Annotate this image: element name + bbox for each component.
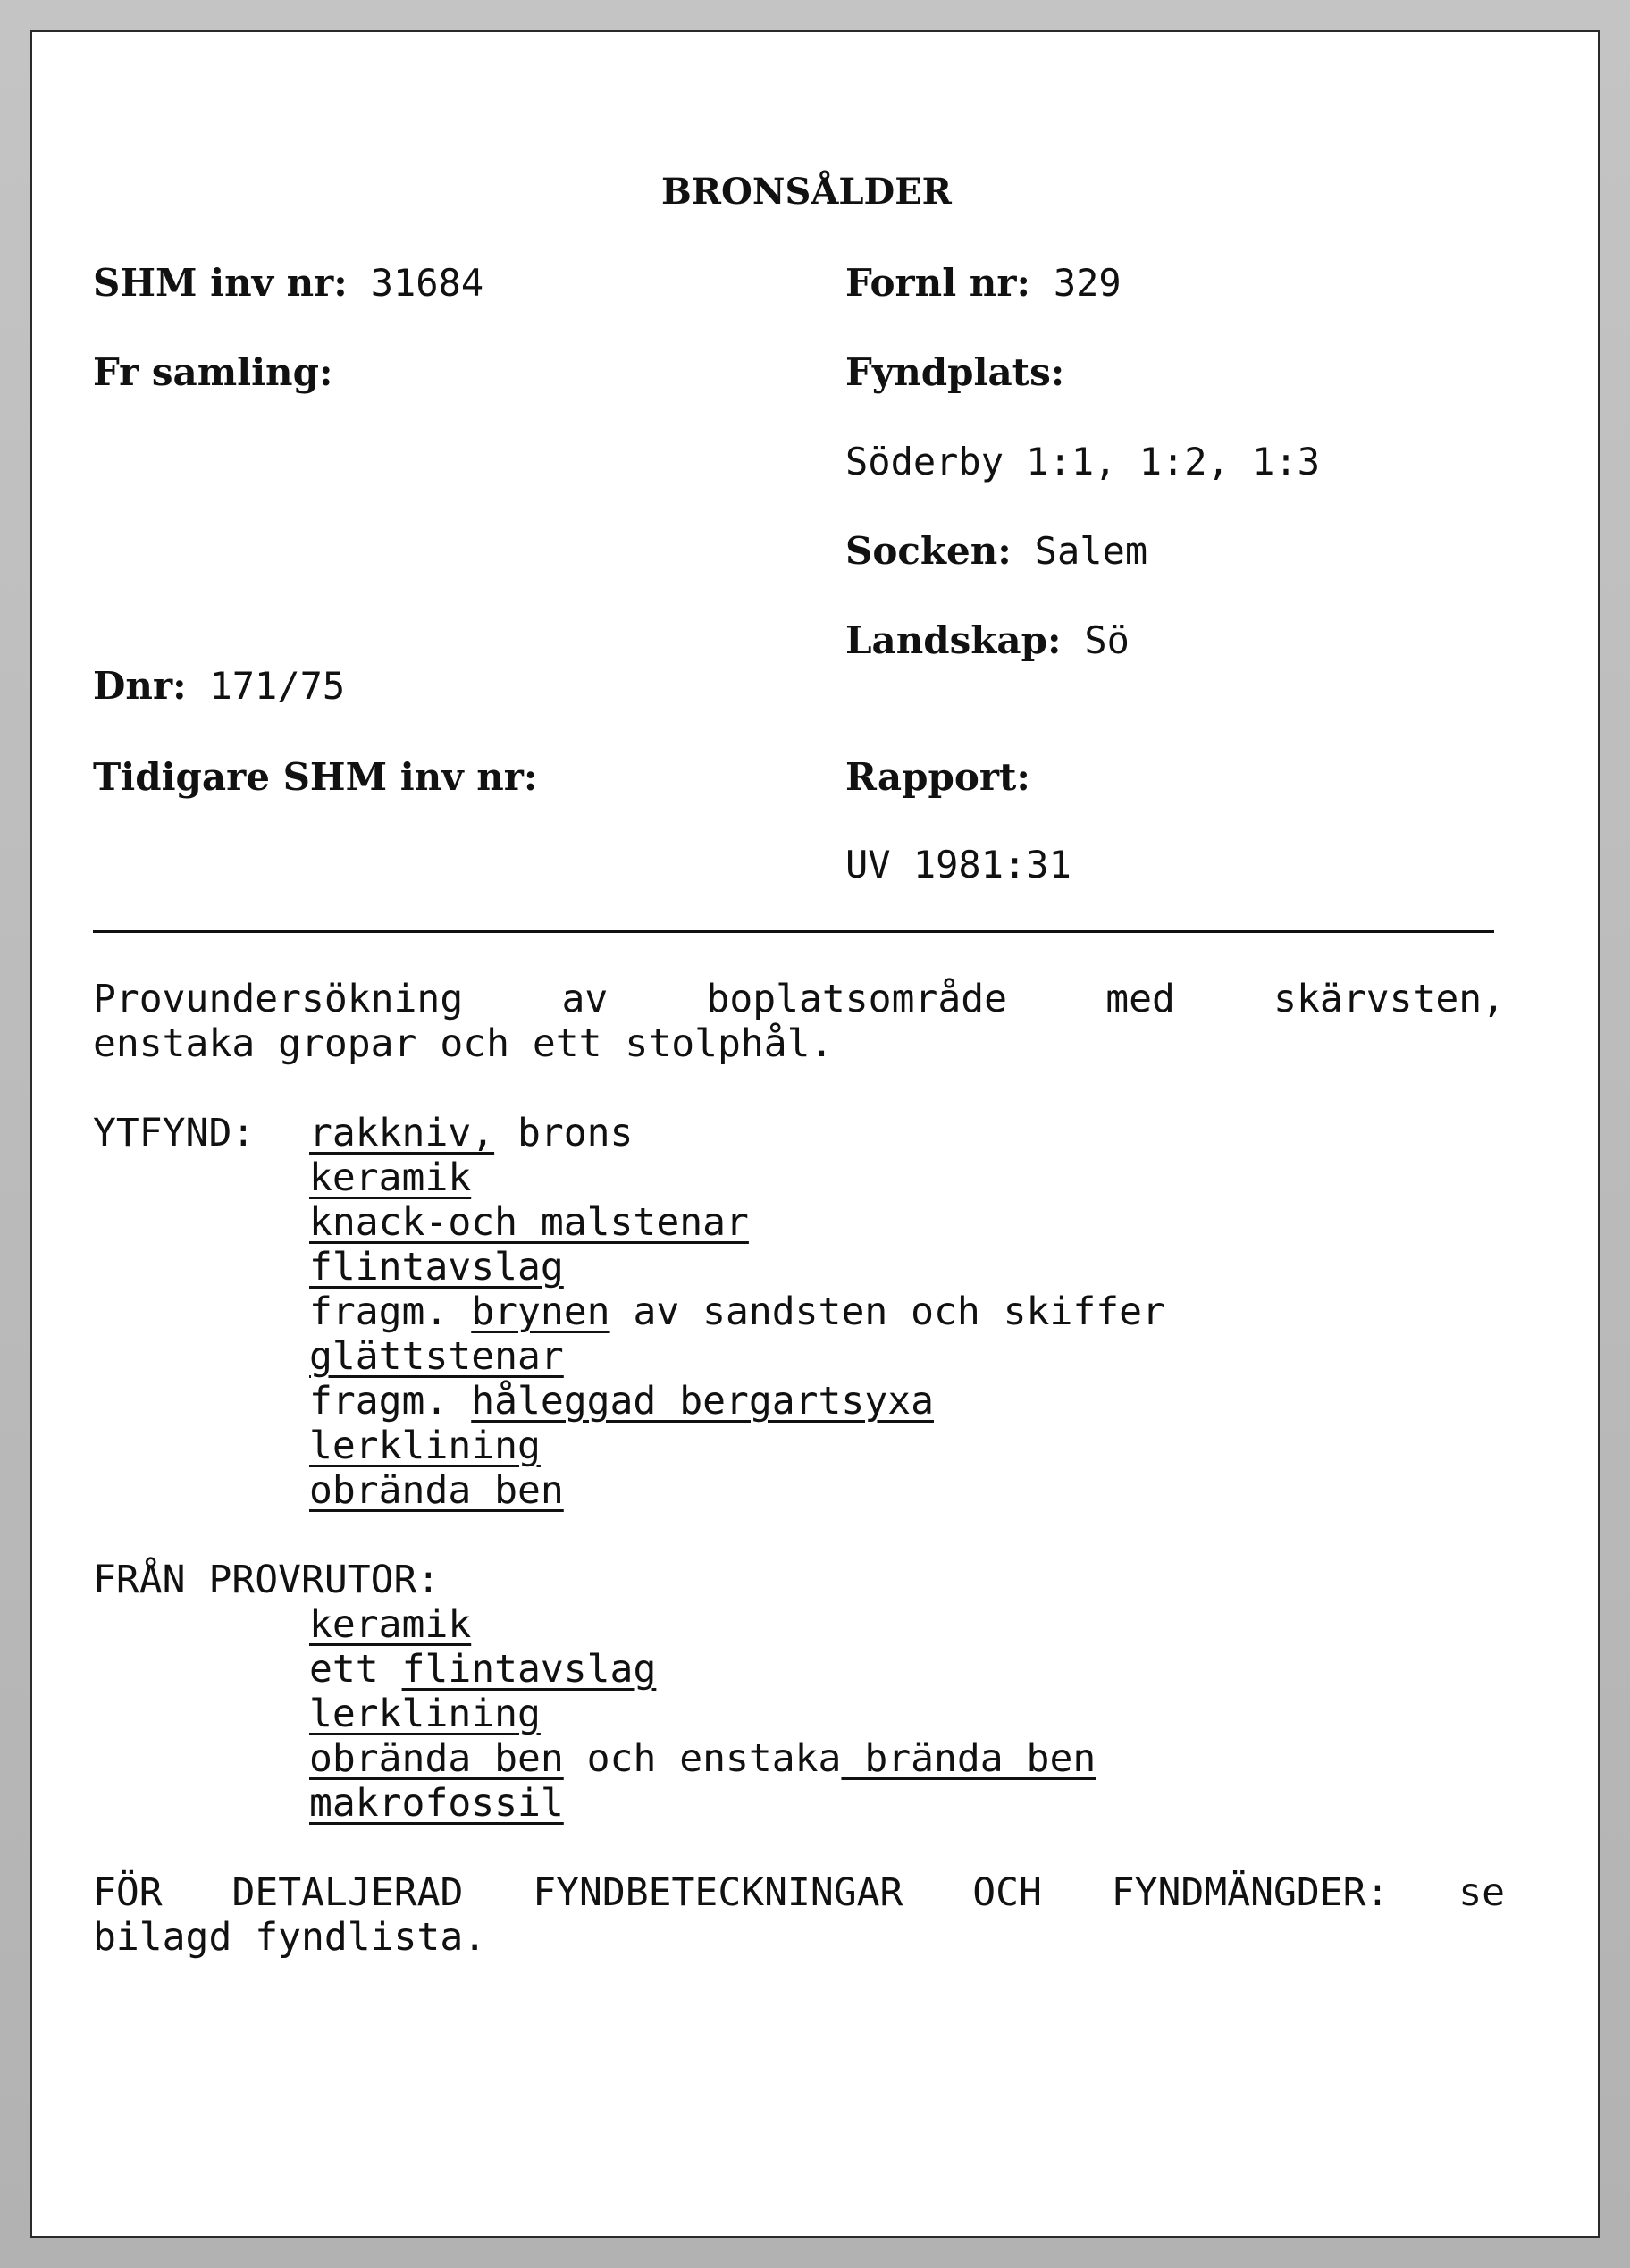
find-term: obrända ben bbox=[309, 1468, 564, 1513]
provrutor-heading: FRÅN PROVRUTOR: bbox=[93, 1558, 441, 1602]
fr-samling-field bbox=[93, 350, 332, 395]
find-term: keramik bbox=[309, 1155, 472, 1200]
footer-line-2: bilagd fyndlista. bbox=[93, 1915, 487, 1960]
ytfynd-line bbox=[309, 1379, 934, 1424]
tidigare-label: Tidigare SHM inv nr: bbox=[93, 755, 538, 799]
socken-field bbox=[845, 529, 1147, 574]
ytfynd-line bbox=[309, 1111, 633, 1155]
ytfynd-line bbox=[309, 1155, 471, 1200]
ytfynd-line bbox=[309, 1245, 564, 1289]
find-term: brynen bbox=[471, 1289, 610, 1334]
footer-word: FYNDMÄNGDER: bbox=[1111, 1870, 1390, 1915]
provrutor-line bbox=[309, 1736, 1096, 1781]
landskap-label: Landskap: bbox=[845, 618, 1062, 662]
find-term: flintavslag bbox=[309, 1245, 564, 1289]
find-text: ett bbox=[309, 1647, 402, 1692]
find-text: fragm. bbox=[309, 1379, 472, 1424]
footer-line-1 bbox=[93, 1870, 1505, 1915]
find-text: brons bbox=[494, 1111, 634, 1155]
fornl-value: 329 bbox=[1053, 261, 1122, 305]
tidigare-field bbox=[93, 755, 537, 800]
footer-word: OCH bbox=[972, 1870, 1042, 1915]
description-word: Provundersökning bbox=[93, 977, 464, 1021]
description-line-2: enstaka gropar och ett stolphål. bbox=[93, 1021, 834, 1066]
ytfynd-line bbox=[309, 1424, 541, 1468]
ytfynd-heading: YTFYND: bbox=[93, 1111, 256, 1155]
footer-word: DETALJERAD bbox=[231, 1870, 464, 1915]
landskap-value: Sö bbox=[1084, 618, 1130, 662]
ytfynd-line bbox=[309, 1468, 564, 1513]
fornl-label: Fornl nr: bbox=[845, 261, 1030, 305]
socken-label: Socken: bbox=[845, 529, 1012, 573]
find-term: brända ben bbox=[841, 1736, 1096, 1781]
shm-inv-value: 31684 bbox=[370, 261, 484, 305]
footer-word: FYNDBETECKNINGAR bbox=[533, 1870, 903, 1915]
dnr-field bbox=[93, 664, 345, 709]
find-text: av sandsten och skiffer bbox=[609, 1289, 1165, 1334]
landskap-field bbox=[845, 618, 1130, 663]
find-term: knack-och malstenar bbox=[309, 1200, 749, 1245]
find-text: och enstaka bbox=[563, 1736, 842, 1781]
provrutor-line bbox=[309, 1692, 541, 1736]
description-word: av bbox=[561, 977, 609, 1021]
dnr-label: Dnr: bbox=[93, 664, 187, 708]
provrutor-line bbox=[309, 1602, 471, 1647]
provrutor-line bbox=[309, 1781, 564, 1826]
find-term: flintavslag bbox=[401, 1647, 657, 1692]
ytfynd-line bbox=[309, 1334, 564, 1379]
rapport-value: UV 1981:31 bbox=[845, 843, 1071, 886]
find-term: keramik bbox=[309, 1602, 472, 1647]
find-term: lerklining bbox=[309, 1424, 541, 1468]
fyndplats-value: Söderby 1:1, 1:2, 1:3 bbox=[845, 440, 1321, 483]
description-line-1 bbox=[93, 977, 1505, 1021]
card-title: BRONSÅLDER bbox=[661, 171, 952, 213]
footer-word: FÖR bbox=[93, 1870, 163, 1915]
find-term: makrofossil bbox=[309, 1781, 564, 1826]
find-term: glättstenar bbox=[309, 1334, 564, 1379]
find-term: håleggad bergartsyxa bbox=[471, 1379, 934, 1424]
provrutor-line bbox=[309, 1647, 656, 1692]
rapport-field bbox=[845, 755, 1030, 800]
find-text: fragm. bbox=[309, 1289, 472, 1334]
description-word: med bbox=[1105, 977, 1175, 1021]
shm-inv-label: SHM inv nr: bbox=[93, 261, 348, 305]
dnr-value: 171/75 bbox=[209, 664, 346, 708]
ytfynd-line bbox=[309, 1289, 1165, 1334]
footer-word: se bbox=[1458, 1870, 1506, 1915]
find-term: lerklining bbox=[309, 1692, 541, 1736]
find-term: obrända ben bbox=[309, 1736, 564, 1781]
socken-value: Salem bbox=[1034, 529, 1148, 573]
divider-line bbox=[93, 930, 1494, 933]
fyndplats-label: Fyndplats: bbox=[845, 350, 1065, 394]
find-term: rakkniv, bbox=[309, 1111, 495, 1155]
description-word: skärvsten, bbox=[1273, 977, 1506, 1021]
fyndplats-field bbox=[845, 350, 1064, 395]
fr-samling-label: Fr samling: bbox=[93, 350, 333, 394]
ytfynd-line bbox=[309, 1200, 749, 1245]
shm-inv-field bbox=[93, 261, 483, 306]
rapport-label: Rapport: bbox=[845, 755, 1030, 799]
description-word: boplatsområde bbox=[706, 977, 1008, 1021]
fornl-field bbox=[845, 261, 1122, 306]
